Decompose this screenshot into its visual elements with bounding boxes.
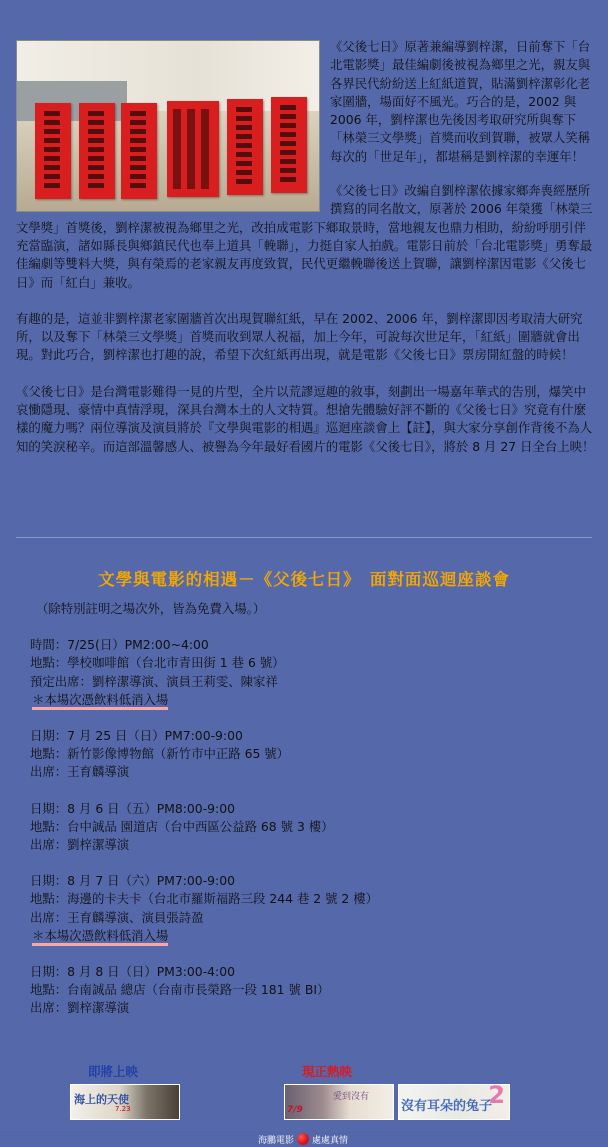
event-date: 日期：8 月 7 日（六）PM7:00-9:00 (30, 873, 235, 889)
event-block (30, 963, 590, 1018)
event-venue: 地點：學校咖啡館（台北市青田街 1 巷 6 號） (30, 655, 285, 671)
event-date: 日期：8 月 6 日（五）PM8:00-9:00 (30, 800, 235, 816)
event-guests: 預定出席：劉梓潔導演、演員王莉雯、陳家祥 (30, 673, 278, 689)
red-couplet (79, 103, 115, 199)
article (16, 38, 596, 474)
event-list (30, 600, 590, 1036)
section-divider (16, 537, 592, 538)
now-showing-label: 現正熱映 (302, 1064, 353, 1079)
event-ticket-note: ＊本場次憑飲料低消入場 (30, 927, 168, 945)
event-venue: 地點：台中誠品 園道店（台中西區公益路 68 號 3 樓） (30, 818, 334, 834)
article-paragraph: 有趣的是，這並非劉梓潔老家圍牆首次出現賀聯紅紙，早在 2002、2006 年，劉梓潔即因考取清大研究所，以及奪下「林榮三文學獎」首獎而收到眾人祝福，加上今年，可說每次世足年，「紅紙」圍牆就會出現。對此巧合，劉梓潔也打趣的說，希望下次紅紙再出現，就是電影《父後七日》票房開紅盤的時候！ (16, 310, 583, 363)
event-venue: 地點：海邊的卡夫卡（台北市羅斯福路三段 244 巷 2 號 2 樓） (30, 891, 379, 907)
event-block (30, 872, 590, 945)
article-paragraph: 《父後七日》原著兼編導劉梓潔，日前奪下「台北電影獎」最佳編劇後被視為鄉里之光，親友與各界民代紛紛送上紅紙道賀，貼滿劉梓潔彰化老家圍牆，場面好不風光。巧合的是，2002 與 2006 年，劉梓潔也先後因考取研究所與奪下「林榮三文學獎」首獎而收到賀聯，被眾人笑稱每次的「世足年」，都堪稱是劉梓潔的幸運年！ (330, 39, 591, 164)
event-guests: 出席：王育麟導演 (30, 764, 130, 780)
footer-slogan: 處處真情 (312, 1136, 349, 1146)
event-guests: 出席：劉梓潔導演 (30, 1000, 130, 1016)
event-block (30, 727, 590, 782)
article-paragraph: 《父後七日》是台灣電影難得一見的片型，全片以荒謬逗趣的敘事，刻劃出一場嘉年華式的告別，爆笑中哀慟隱現、豪情中真情浮現，深具台灣本土的人文特質。想搶先體驗好評不斷的《父後七日》究竟有什麼樣的魔力嗎？兩位導演及演員將於『文學與電影的相遇』巡迴座談會上【註】，與大家分享創作背後不為人知的笑淚秘辛。而這部溫馨感人、被譽為今年最好看國片的電影《父後七日》，將於 8 月 27 日全台上映！ (16, 383, 595, 454)
poster-title: 愛到沒有 (333, 1092, 370, 1102)
logo-icon (297, 1133, 309, 1145)
poster-number: 2 (488, 1084, 505, 1109)
article-paragraph: 《父後七日》改編自劉梓潔依據家鄉奔喪經歷所撰寫的同名散文，原著於 2006 年榮獲「林榮三文學獎」首獎後，劉梓潔被視為鄉里之光，改拍成電影下鄉取景時，當地親友也鼎力相助，紛紛呼朋引伴充當臨演，諸如縣長與鄉鎮民代也奉上道具「輓聯」，力挺自家人拍戲。電影日前於「台北電影獎」勇奪最佳編劇等雙料大獎，與有榮焉的老家親友再度致賀，民代更繼輓聯後送上賀聯，讓劉梓潔因電影《父後七日》而「紅白」兼收。 (16, 183, 593, 290)
event-time: 時間：7/25(日）PM2:00~4:00 (30, 637, 209, 653)
event-ticket-note: ＊本場次憑飲料低消入場 (30, 691, 168, 709)
red-couplet (121, 103, 157, 199)
footer-brand: 海鵬電影 (258, 1136, 295, 1146)
event-date: 日期：8 月 8 日（日）PM3:00-4:00 (30, 964, 235, 980)
coming-soon-label: 即將上映 (88, 1064, 139, 1079)
footer (0, 1131, 608, 1147)
poster-date: 7.23 (115, 1105, 131, 1113)
event-date: 日期：7 月 25 日（日）PM7:00-9:00 (30, 728, 243, 744)
event-venue: 地點：台南誠品 總店（台南市長榮路一段 181 號 BI） (30, 982, 330, 998)
red-couplet (167, 101, 219, 197)
red-couplet (271, 97, 307, 193)
poster-link-now-showing[interactable] (284, 1084, 394, 1120)
red-couplet (35, 103, 71, 199)
event-guests: 出席：劉梓潔導演 (30, 837, 130, 853)
red-couplet (227, 99, 263, 195)
event-note: （除特別註明之場次外，皆為免費入場。） (36, 601, 266, 616)
event-block (30, 636, 590, 709)
event-title: 文學與電影的相遇－《父後七日》 面對面巡迴座談會 (98, 570, 510, 589)
poster-title: 沒有耳朵的兔子 (401, 1099, 493, 1114)
footer-logo[interactable] (258, 1133, 348, 1146)
poster-link-coming-soon[interactable] (70, 1084, 180, 1120)
poster-title: 海上的天使 (74, 1093, 129, 1106)
event-venue: 地點：新竹影像博物館（新竹市中正路 65 號） (30, 746, 290, 762)
event-guests: 出席：王育麟導演、演員張詩盈 (30, 909, 204, 925)
poster-date: 7/9 (287, 1105, 303, 1115)
event-block (30, 800, 590, 855)
poster-link-now-showing[interactable] (398, 1084, 510, 1120)
couplet-photo (16, 40, 320, 212)
